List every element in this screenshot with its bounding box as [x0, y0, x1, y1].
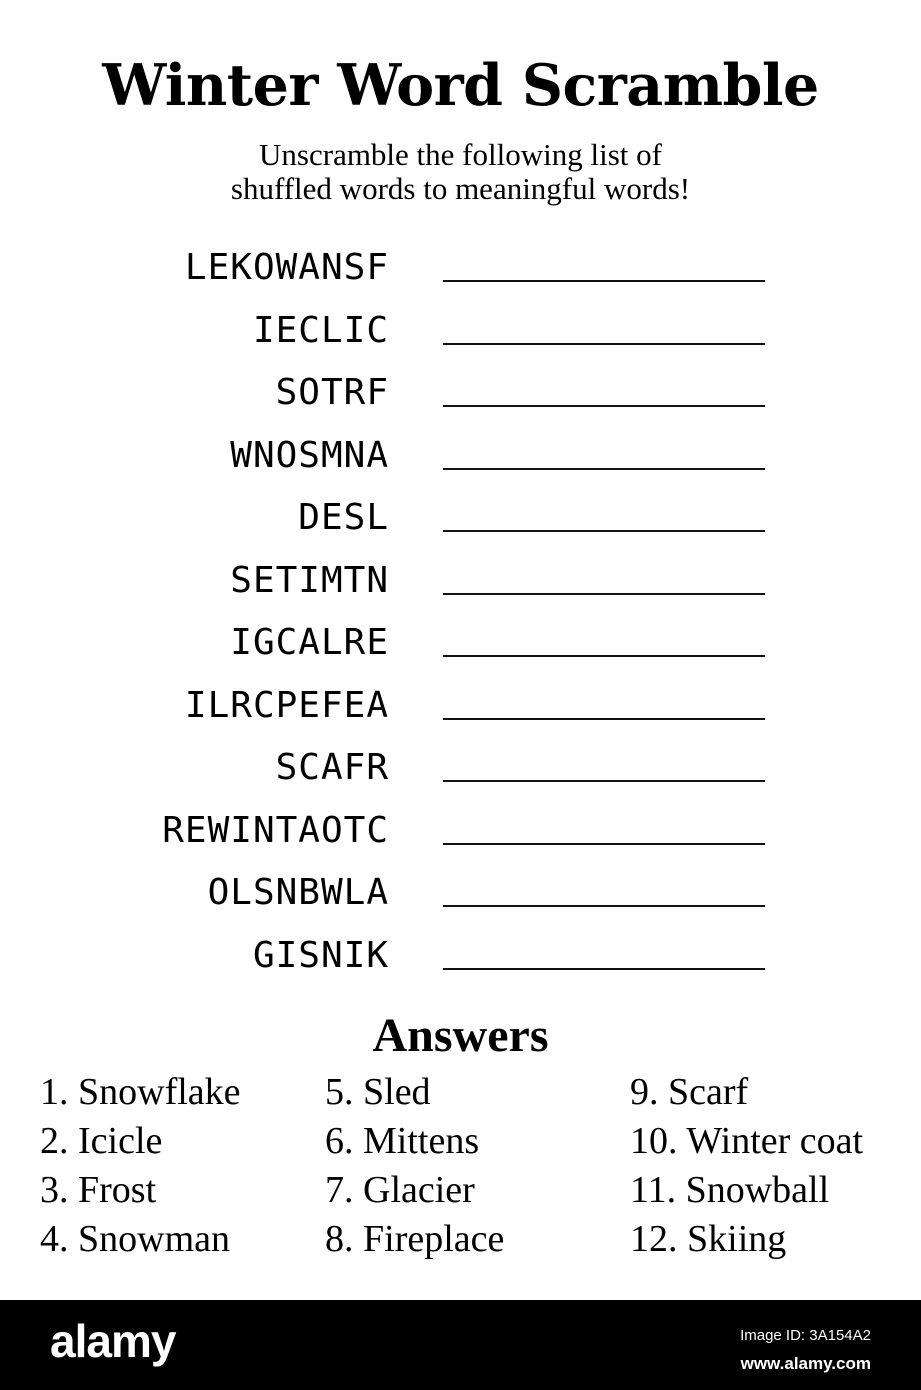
scramble-row	[0, 368, 921, 430]
answers-column-2	[325, 1068, 504, 1264]
scramble-row	[0, 493, 921, 555]
source-url[interactable]: www.alamy.com	[740, 1354, 871, 1373]
scrambled-word: REWINTAOTC	[162, 809, 389, 851]
answer-item: 7. Glacier	[325, 1169, 475, 1211]
answers-column-1	[40, 1068, 241, 1264]
scramble-row	[0, 431, 921, 493]
scramble-row	[0, 306, 921, 368]
scramble-row	[0, 931, 921, 993]
scrambled-word: DESL	[298, 497, 389, 538]
scramble-row	[0, 556, 921, 618]
answer-item: 6. Mittens	[325, 1120, 480, 1162]
answer-blank[interactable]	[443, 968, 765, 970]
page-title: Winter Word Scramble	[102, 52, 819, 119]
answer-item: 3. Frost	[40, 1169, 157, 1211]
scrambled-word: IGCALRE	[230, 622, 389, 663]
instructions-line-2: shuffled words to meaningful words!	[230, 171, 691, 206]
answer-item: 1. Snowflake	[40, 1071, 241, 1113]
scrambled-word: IECLIC	[252, 309, 389, 351]
scrambled-word: SOTRF	[275, 372, 389, 413]
answer-item: 2. Icicle	[40, 1120, 163, 1162]
answer-item: 4. Snowman	[40, 1218, 230, 1260]
answer-blank[interactable]	[443, 905, 765, 907]
alamy-logo: alamy	[50, 1315, 176, 1367]
watermark-footer	[0, 1300, 921, 1390]
scrambled-word: SETIMTN	[230, 559, 389, 601]
answer-blank[interactable]	[443, 593, 765, 595]
answer-blank[interactable]	[443, 343, 765, 345]
answers-heading: Answers	[372, 1009, 549, 1062]
scrambled-word: WNOSMNA	[230, 434, 389, 476]
answer-item: 8. Fireplace	[325, 1218, 505, 1260]
answer-blank[interactable]	[443, 718, 765, 720]
instructions-line-1: Unscramble the following list of	[259, 137, 662, 172]
answer-blank[interactable]	[443, 530, 765, 532]
answer-item: 5. Sled	[325, 1071, 431, 1113]
scrambled-word: ILRCPEFEA	[184, 684, 389, 726]
answer-blank[interactable]	[443, 655, 765, 657]
scramble-row	[0, 743, 921, 805]
answer-blank[interactable]	[443, 405, 765, 407]
instructions	[0, 138, 921, 206]
scramble-row	[0, 806, 921, 868]
scramble-row	[0, 868, 921, 930]
answer-item: 9. Scarf	[630, 1071, 749, 1113]
answer-item: 11. Snowball	[630, 1169, 830, 1211]
scramble-row	[0, 681, 921, 743]
answer-blank[interactable]	[443, 280, 765, 282]
scramble-row	[0, 243, 921, 305]
answer-blank[interactable]	[443, 468, 765, 470]
scrambled-word: GISNIK	[252, 934, 389, 976]
answer-blank[interactable]	[443, 843, 765, 845]
scrambled-word: LEKOWANSF	[184, 247, 389, 288]
scramble-row	[0, 618, 921, 680]
answer-item: 10. Winter coat	[630, 1120, 864, 1162]
scrambled-word: OLSNBWLA	[207, 872, 389, 913]
scrambled-word: SCAFR	[275, 747, 389, 788]
answers-column-3	[630, 1068, 863, 1264]
answer-item: 12. Skiing	[630, 1218, 787, 1260]
answer-blank[interactable]	[443, 780, 765, 782]
image-id-block	[740, 1322, 871, 1378]
image-id: Image ID: 3A154A2	[740, 1327, 871, 1344]
